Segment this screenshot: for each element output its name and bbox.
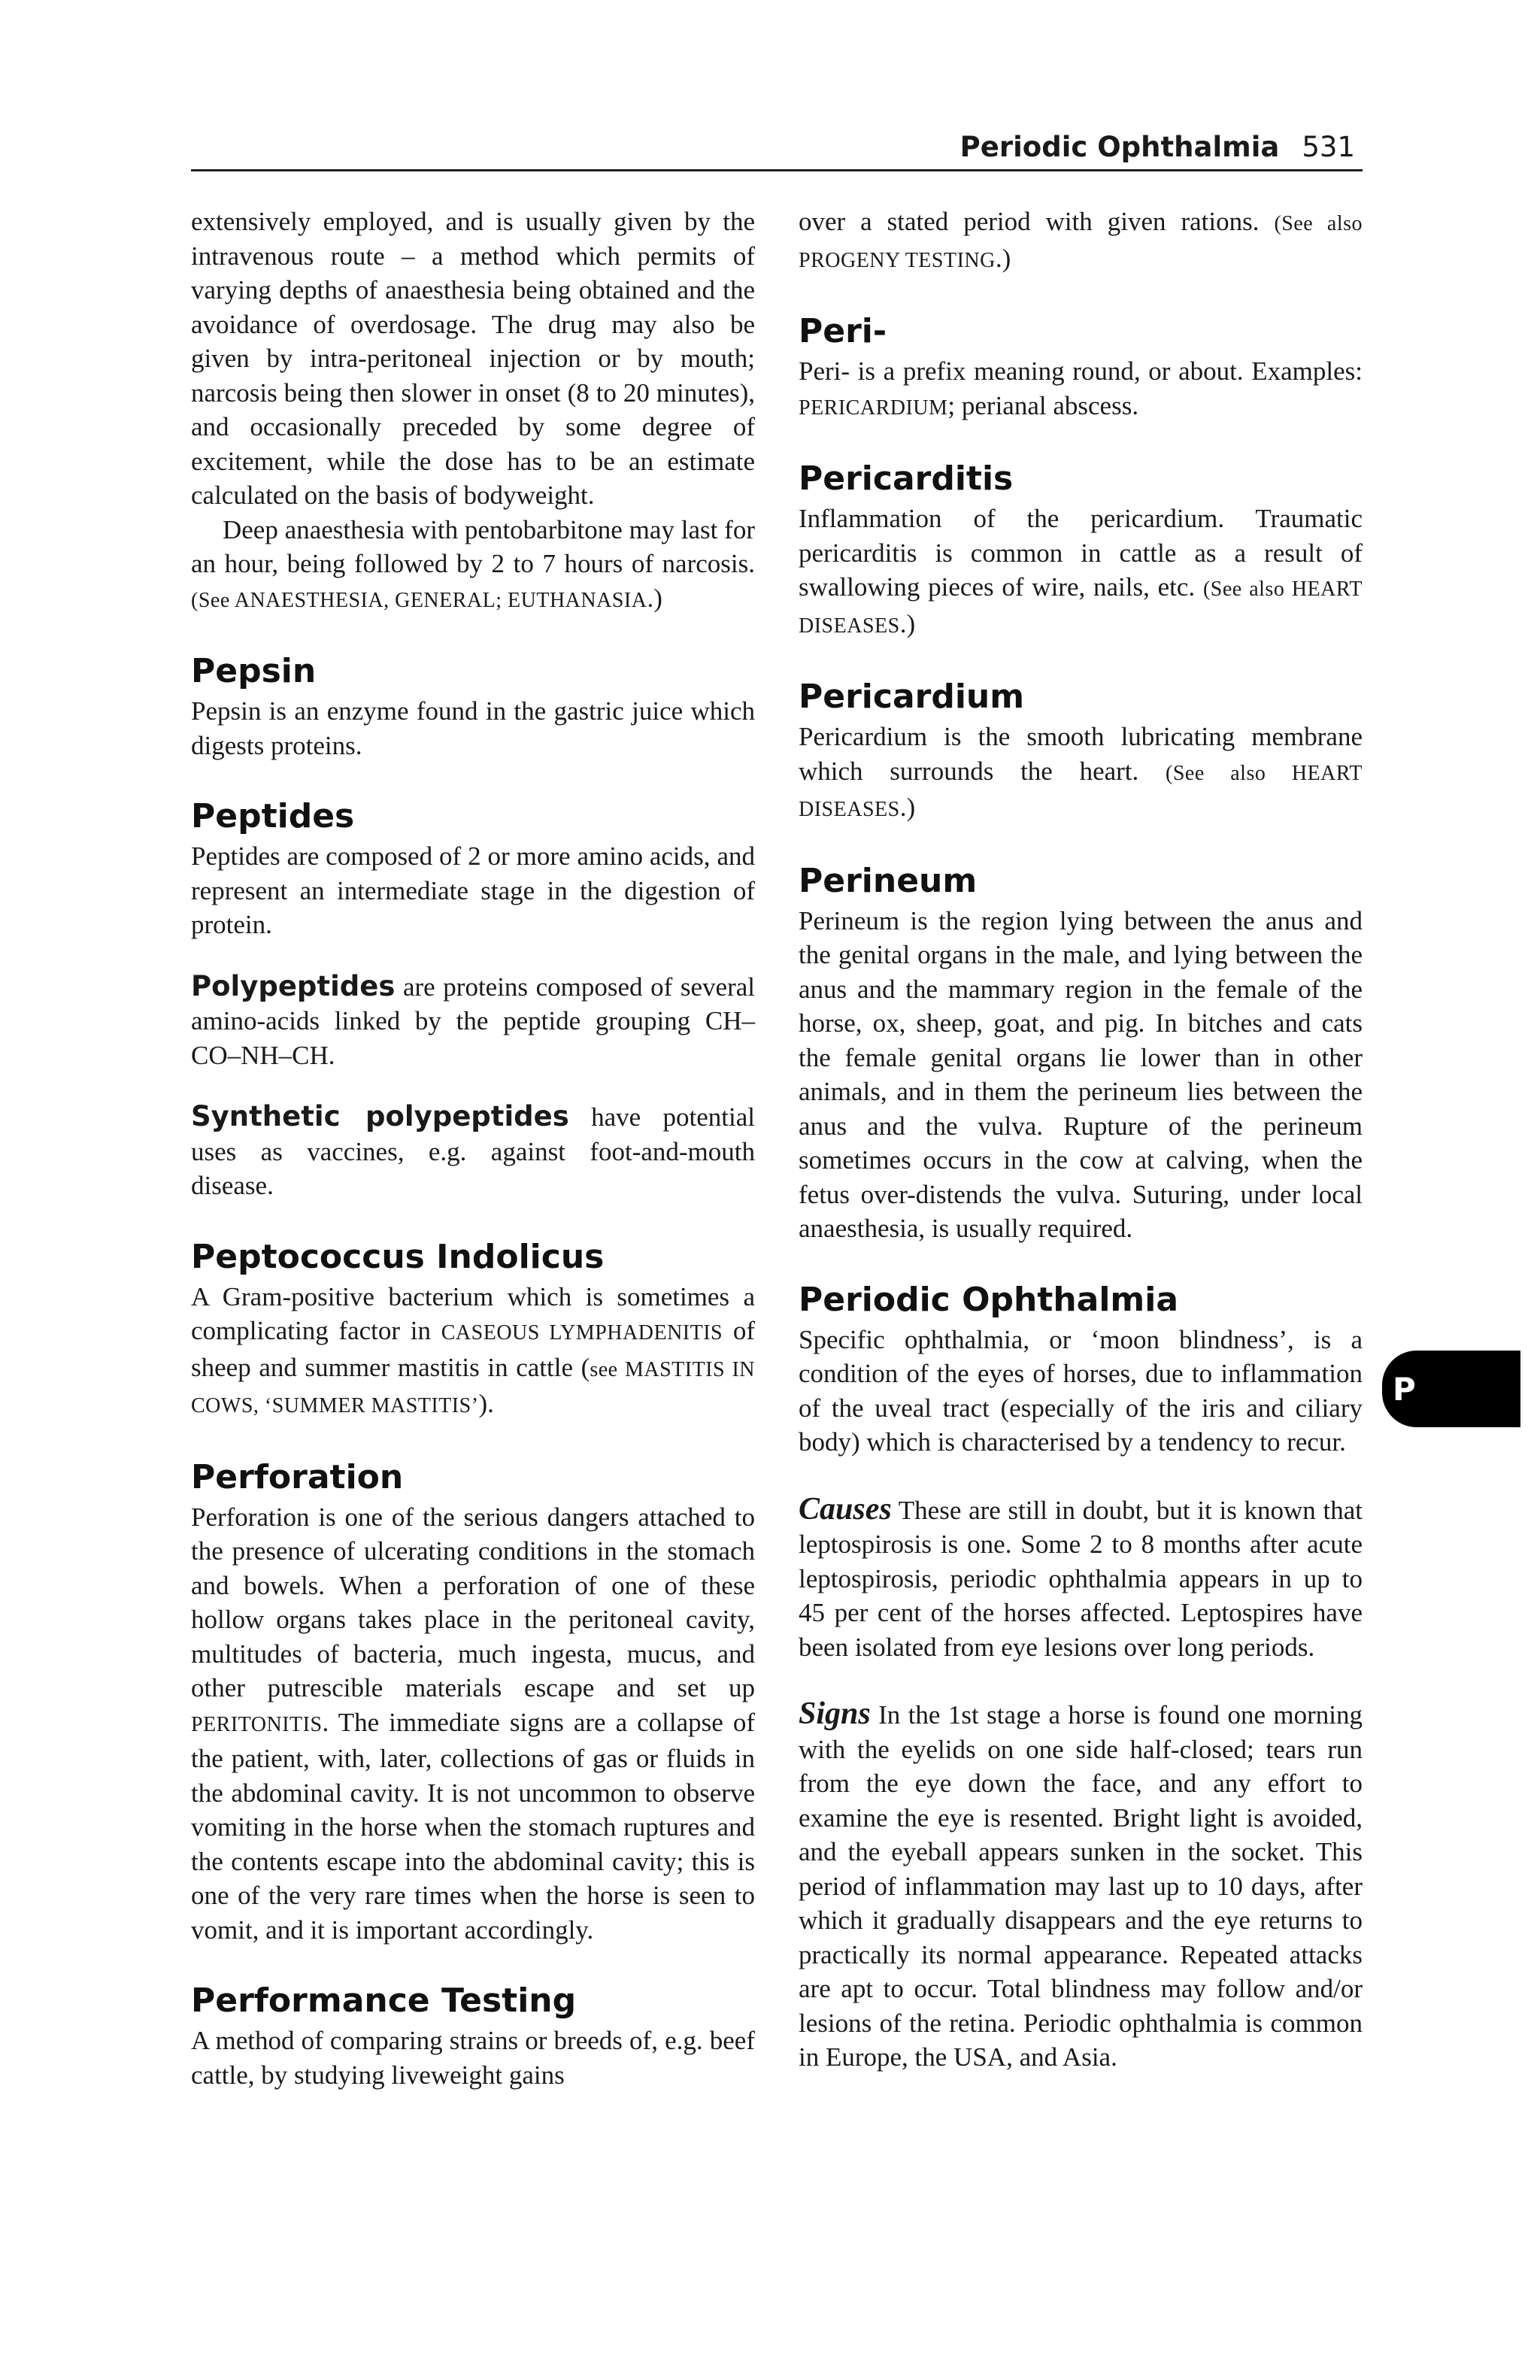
entry-text: Polypeptides are proteins composed of several amino-acids linked by the peptide grouping CH– CO–NH–CH.: [191, 969, 755, 1070]
subentry-causes: [799, 1493, 1363, 1665]
entry-perforation: [191, 1457, 755, 1948]
entry-text: Perineum is the region lying between the anus and the genital organs in the male, and lying between the anus and the mammary region in the female of the horse, ox, sheep, goat, and pig. In bitches and cats the female genital organs lie lower than in other animals, and in them the perineum lies between the anus and the vulva. Rupture of the perineum sometimes occurs in the cow at calving, when the fetus over-distends the vulva. Suturing, under local anaesthesia, is usually required.: [799, 905, 1363, 1243]
entry-title: Performance Testing: [191, 1981, 577, 2020]
entry-peptides: [191, 796, 755, 942]
entry-text: Synthetic polypeptides have potential uses as vaccines, e.g. against foot-and-mouth disease.: [191, 1100, 755, 1200]
entry-text: Causes These are still in doubt, but it is known that leptospirosis is one. Some 2 to 8 months after acute leptospirosis, periodic ophthalmia appears in up to 45 per cent of the horses affected. Leptospires have been isolated from eye lesions over long periods.: [799, 1491, 1363, 1662]
entry-text: A Gram-positive bacterium which is sometimes a complicating factor in CASEOUS LYMPHADENITIS of sheep and summer mastitis in cattle (see MASTITIS IN COWS, ‘SUMMER MASTITIS’).: [191, 1281, 756, 1418]
entry-pericardium: [799, 676, 1363, 827]
run-in-term: Polypeptides: [191, 969, 396, 1002]
entry-peri: [799, 311, 1363, 425]
cross-reference: PROGENY TESTING: [799, 248, 996, 272]
entry-text: A method of comparing strains or breeds of, e.g. beef cattle, by studying liveweight gains: [191, 2026, 755, 2090]
cross-reference: HEART DISEASES: [799, 761, 1363, 821]
entry-perineum: [799, 860, 1363, 1246]
entry-text: Pepsin is an enzyme found in the gastric juice which digests proteins.: [191, 696, 755, 760]
subheading-label: Signs: [799, 1696, 871, 1731]
entry-title: Perineum: [799, 861, 978, 900]
entry-title: Pericarditis: [799, 459, 1014, 498]
entry-text: Peptides are composed of 2 or more amino acids, and represent an intermediate stage in the digestion of protein.: [191, 841, 755, 939]
left-column: [191, 205, 755, 2092]
cross-reference: PERITONITIS: [191, 1712, 323, 1736]
cross-reference: CASEOUS LYMPHADENITIS: [441, 1321, 723, 1345]
entry-title: Peri-: [799, 312, 887, 350]
page-header: [191, 120, 1363, 171]
entry-text: Pericardium is the smooth lubricating membrane which surrounds the heart. (See also HEART DISEASES.): [799, 722, 1363, 822]
running-title: Periodic Ophthalmia: [959, 131, 1280, 163]
entry-text: Specific ophthalmia, or ‘moon blindness’, is a condition of the eyes of horses, due to inflammation of the uveal tract (especially of the iris and ciliary body) which is characterised by a tendency to recur.: [799, 1324, 1363, 1457]
entry-title: Peptides: [191, 797, 355, 835]
thumb-index-letter: P: [1393, 1370, 1416, 1408]
thumb-index-tab: [1382, 1351, 1520, 1427]
entry-pericarditis: [799, 458, 1363, 643]
entry-title: Pepsin: [191, 652, 317, 690]
entry-polypeptides: [191, 969, 755, 1073]
entry-synthetic-polypeptides: [191, 1099, 755, 1203]
entry-title: Perforation: [191, 1457, 404, 1496]
run-in-term: Synthetic polypeptides: [191, 1100, 569, 1132]
entry-text: Signs In the 1st stage a horse is found one morning with the eyelids on one side half-closed; tears run from the eye down the face, and any effort to examine the eye is resented. Bright light is avoided, and the eyeball appears sunken in the socket. This period of inflammation may last up to 10 days, after which it gradually disappears and the eye returns to practically its normal appearance. Repeated attacks are apt to occur. Total blindness may follow and/or lesions of the retina. Periodic ophthalmia is common in Europe, the USA, and Asia.: [799, 1696, 1363, 2072]
subentry-signs: [799, 1697, 1363, 2075]
cross-reference: MASTITIS IN COWS, ‘SUMMER MASTITIS’: [191, 1357, 755, 1417]
subheading-label: Causes: [799, 1491, 892, 1527]
entry-pepsin: [191, 650, 755, 763]
page-number: 531: [1302, 131, 1355, 163]
cross-reference: HEART DISEASES: [799, 578, 1363, 638]
pentobarbitone-paragraph: Deep anaesthesia with pentobarbitone may last for an hour, being followed by 2 to 7 hours of narcosis. (See ANAESTHESIA, GENERAL; EUTHANASIA.): [191, 514, 755, 613]
entry-text: Inflammation of the pericardium. Traumatic pericarditis is common in cattle as a result of swallowing pieces of wire, nails, etc. (See also HEART DISEASES.): [799, 504, 1363, 638]
entry-periodic-ophthalmia: [799, 1279, 1363, 1460]
continued-paragraph: extensively employed, and is usually given by the intravenous route – a method which permits of varying depths of anaesthesia being obtained and the avoidance of overdosage. The drug may also be given by intra-peritoneal injection or by mouth; narcosis being then slower in onset (8 to 20 minutes), and occasionally preceded by some degree of excitement, while the dose has to be an estimate calculated on the basis of bodyweight.: [191, 207, 755, 510]
cross-reference: ANAESTHESIA, GENERAL; EUTHANASIA: [234, 588, 647, 612]
entry-title: Periodic Ophthalmia: [799, 1280, 1179, 1319]
entry-peptococcus-indolicus: [191, 1236, 755, 1423]
entry-performance-testing: [191, 1980, 755, 2092]
entry-title: Peptococcus Indolicus: [191, 1237, 605, 1276]
right-column: [799, 205, 1363, 2075]
entry-title: Pericardium: [799, 678, 1025, 716]
continued-paragraph: over a stated period with given rations. (See also PROGENY TESTING.): [799, 207, 1363, 273]
cross-reference: PERICARDIUM: [799, 396, 948, 420]
entry-text: Peri- is a prefix meaning round, or about. Examples: PERICARDIUM; perianal abscess.: [799, 356, 1363, 420]
entry-text: Perforation is one of the serious dangers attached to the presence of ulcerating conditions in the stomach and bowels. When a perforation of one of these hollow organs takes place in the peritoneal cavity, multitudes of bacteria, much ingesta, mucus, and other putrescible materials escape and set up PERITONITIS. The immediate signs are a collapse of the patient, with, later, collections of gas or fluids in the abdominal cavity. It is not uncommon to observe vomiting in the horse when the stomach ruptures and the contents escape into the abdominal cavity; this is one of the very rare times when the horse is seen to vomit, and it is important accordingly.: [191, 1502, 755, 1945]
